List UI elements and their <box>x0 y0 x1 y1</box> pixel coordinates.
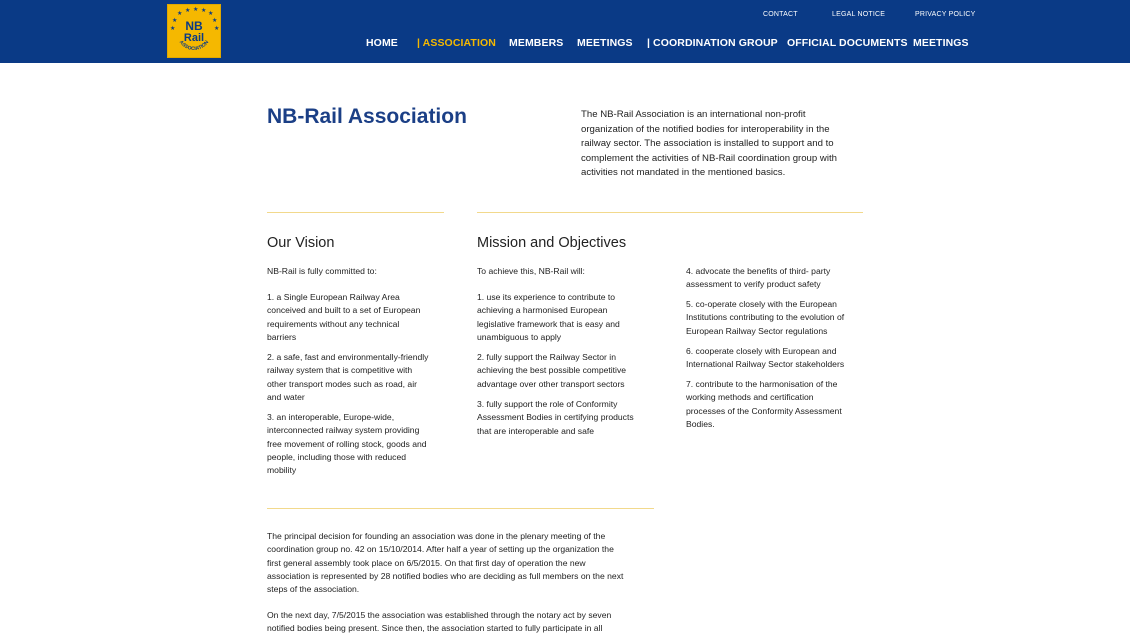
text-line: European Railway Sector regulations <box>686 325 828 336</box>
text-line: 4. advocate the benefits of third- party <box>686 266 831 276</box>
text-line: The principal decision for founding an association was done in the plenary meeting of the <box>267 531 606 541</box>
text-line: working methods and certification <box>686 392 814 403</box>
text-line: On the next day, 7/5/2015 the association was established through the notary act by seven <box>267 610 612 620</box>
star-icon: ★ <box>185 7 191 14</box>
text-line: advantage over other transport sectors <box>477 378 625 389</box>
nav-members[interactable]: MEMBERS <box>509 37 564 49</box>
text-line: requirements without any technical <box>267 318 400 329</box>
vision-lead: NB-Rail is fully committed to: <box>267 266 377 276</box>
logo-line1: NB <box>185 19 203 33</box>
text-line: 3. an interoperable, Europe-wide, <box>267 412 395 422</box>
text-line: association is represented by 28 notified bodies who are deciding as full members on the next <box>267 570 624 581</box>
mission-item <box>686 298 844 338</box>
legal-notice-link[interactable]: LEGAL NOTICE <box>832 11 886 18</box>
text-line: notified bodies being present. Since then, the association started to fully participate in all <box>267 623 603 634</box>
text-line: conceived and built to a set of European <box>267 305 421 316</box>
mission-heading: Mission and Objectives <box>477 235 627 251</box>
divider <box>267 508 654 509</box>
star-icon: ★ <box>193 6 199 13</box>
intro-line: complement the activities of NB-Rail coordination group with <box>581 152 837 164</box>
nav-home[interactable]: HOME <box>366 37 398 49</box>
text-line: 2. a safe, fast and environmentally-friendly <box>267 352 429 362</box>
logo-arc-text: ASSOCIATION <box>177 39 211 53</box>
text-line: 2. fully support the Railway Sector in <box>477 352 616 362</box>
text-line: Institutions contributing to the evolution of <box>686 312 845 323</box>
star-icon: ★ <box>208 10 214 17</box>
star-icon: ★ <box>170 25 176 32</box>
text-line: 7. contribute to the harmonisation of the <box>686 379 838 389</box>
text-line: achieving a harmonised European <box>477 305 608 316</box>
text-line: railway system that is competitive with <box>267 365 413 376</box>
text-line: mobility <box>267 465 297 476</box>
vision-item <box>267 351 428 404</box>
contact-link[interactable]: CONTACT <box>763 11 798 18</box>
text-line: that are interoperable and safe <box>477 425 595 436</box>
logo-emblem <box>168 5 220 57</box>
intro-line: activities not mandated in the mentioned basics. <box>581 167 786 179</box>
text-line: assessment to verify product safety <box>686 279 821 290</box>
text-line: 1. a Single European Railway Area <box>267 292 400 302</box>
nav-association[interactable]: | ASSOCIATION <box>417 37 496 49</box>
text-line: achieving the best possible competitive <box>477 365 627 376</box>
vision-item <box>267 291 420 344</box>
nav-meetings-2[interactable]: MEETINGS <box>913 37 969 49</box>
text-line: steps of the association. <box>267 584 360 595</box>
text-line: 3. fully support the role of Conformity <box>477 399 618 409</box>
star-icon: ★ <box>172 17 178 24</box>
intro-line: railway sector. The association is installed to support and to <box>581 138 834 150</box>
intro-line: The NB-Rail Association is an international non-profit <box>581 109 806 120</box>
page-title: NB-Rail Association <box>267 105 467 128</box>
privacy-policy-link[interactable]: PRIVACY POLICY <box>915 11 976 18</box>
star-icon: ★ <box>214 25 220 32</box>
star-icon: ★ <box>201 7 207 14</box>
text-line: free movement of rolling stock, goods and <box>267 438 427 449</box>
text-line: interconnected railway system providing <box>267 425 420 436</box>
text-line: International Railway Sector stakeholders <box>686 359 845 370</box>
text-line: 6. cooperate closely with European and <box>686 346 837 356</box>
mission-item <box>477 351 626 391</box>
text-line: other transport modes such as road, air <box>267 378 417 389</box>
nav-meetings[interactable]: MEETINGS <box>577 37 633 49</box>
nav-official-documents[interactable]: OFFICIAL DOCUMENTS <box>787 37 908 49</box>
history-paragraph-2 <box>267 609 611 636</box>
text-line: processes of the Conformity Assessment <box>686 405 842 416</box>
vision-item <box>267 411 427 477</box>
mission-item <box>477 398 634 438</box>
divider <box>477 212 863 213</box>
text-line: legislative framework that is easy and <box>477 318 620 329</box>
text-line: people, including those with reduced <box>267 451 407 462</box>
star-icon: ★ <box>177 10 183 17</box>
site-header <box>0 0 1130 63</box>
text-line: 1. use its experience to contribute to <box>477 292 616 302</box>
text-line: Bodies. <box>686 418 715 429</box>
vision-heading: Our Vision <box>267 235 335 251</box>
text-line: first general assembly took place on 6/5/2015. On that first day of operation the new <box>267 557 586 568</box>
mission-item <box>686 345 844 372</box>
intro-paragraph <box>581 108 866 181</box>
nav-coordination-group[interactable]: | COORDINATION GROUP <box>647 37 778 49</box>
text-line: barriers <box>267 331 297 342</box>
nb-rail-logo[interactable] <box>167 4 221 58</box>
history-paragraph-1 <box>267 530 623 596</box>
text-line: unambiguous to apply <box>477 331 562 342</box>
mission-item <box>686 265 830 292</box>
logo-line2: Rail <box>183 32 205 44</box>
text-line: and water <box>267 391 305 402</box>
mission-item <box>686 378 842 431</box>
text-line: Assessment Bodies in certifying products <box>477 412 634 423</box>
mission-item <box>477 291 620 344</box>
divider <box>267 212 444 213</box>
text-line: coordination group no. 42 on 15/10/2014. After half a year of setting up the organization the <box>267 544 614 555</box>
text-line: 5. co-operate closely with the European <box>686 299 837 309</box>
star-icon: ★ <box>212 17 218 24</box>
intro-line: organization of the notified bodies for interoperability in the <box>581 123 830 135</box>
mission-lead: To achieve this, NB-Rail will: <box>477 266 585 276</box>
